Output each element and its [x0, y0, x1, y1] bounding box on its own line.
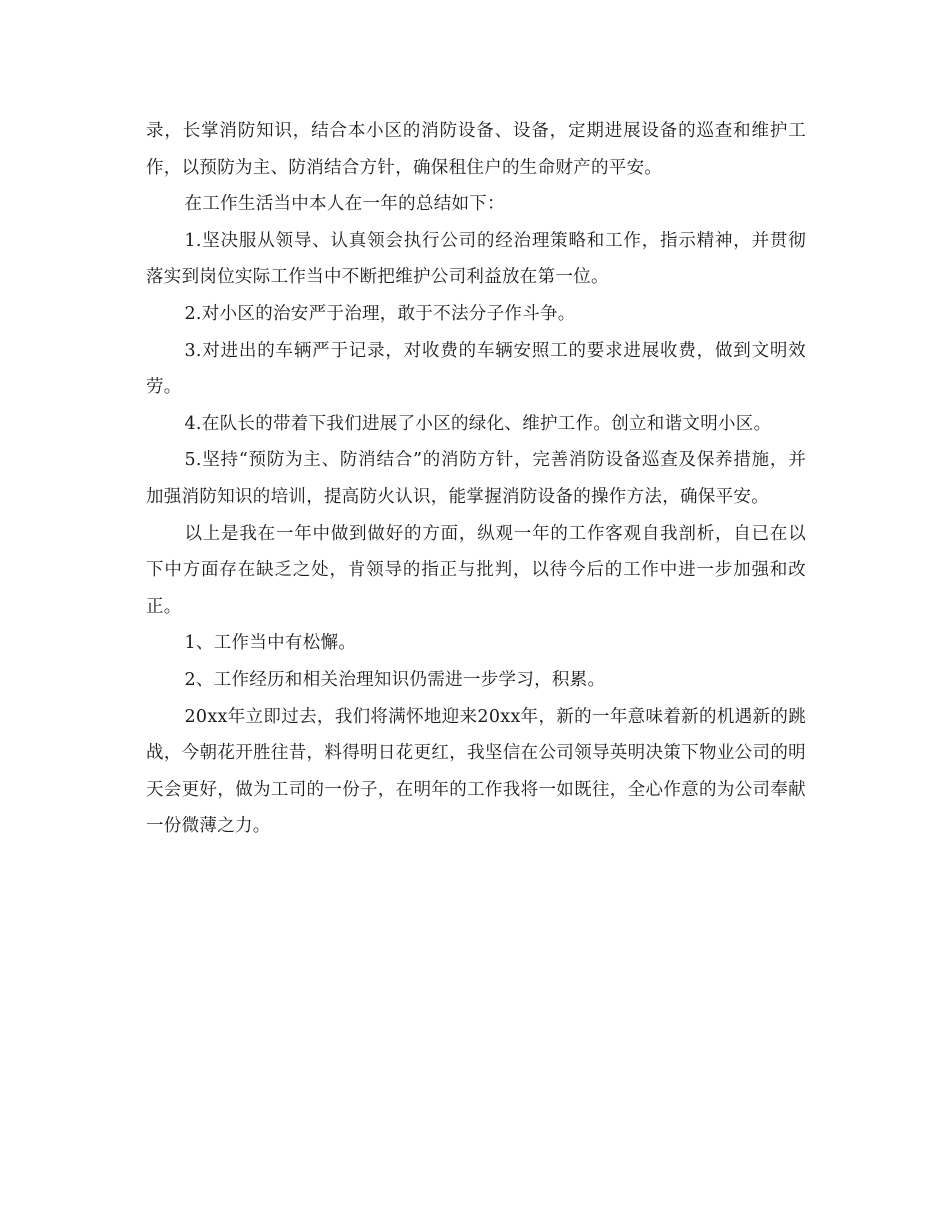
paragraph-7: 5.坚持“预防为主、防消结合”的消防方针，完善消防设备巡查及保养措施，并加强消防知识的培训，提高防火认识，能掌握消防设备的操作方法，确保平安。: [146, 450, 806, 507]
paragraph-1: 录，长掌消防知识，结合本小区的消防设备、设备，定期进展设备的巡查和维护工作，以预防为主、防消结合方针，确保租住户的生命财产的平安。: [146, 121, 806, 178]
paragraph-11: 20xx年立即过去，我们将满怀地迎来20xx年，新的一年意味着新的机遇新的跳战，今朝花开胜往昔，料得明日花更红，我坚信在公司领导英明决策下物业公司的明天会更好，做为工司的一份子，在明年的工作我将一如既往，全心作意的为公司奉献一份微薄之力。: [146, 706, 806, 837]
paragraph-5: 3.对进出的车辆严于记录，对收费的车辆安照工的要求进展收费，做到文明效劳。: [146, 340, 806, 398]
paragraph-9: 1、工作当中有松懈。: [184, 633, 357, 654]
paragraph-10: 2、工作经历和相关治理知识仍需进一步学习，积累。: [184, 669, 606, 690]
paragraph-8: 以上是我在一年中做到做好的方面，纵观一年的工作客观自我剖析，自已在以下中方面存在缺乏之处，肯领导的指正与批判，以待今后的工作中进一步加强和改正。: [146, 523, 806, 617]
paragraph-4: 2.对小区的治安严于治理，敢于不法分子作斗争。: [184, 303, 576, 324]
paragraph-6: 4.在队长的带着下我们进展了小区的绿化、维护工作。创立和谐文明小区。: [184, 413, 772, 434]
paragraph-2: 在工作生活当中本人在一年的总结如下：: [184, 194, 505, 215]
document-body: [146, 113, 806, 845]
paragraph-3: 1.坚决服从领导、认真领会执行公司的经治理策略和工作，指示精神，并贯彻落实到岗位实际工作当中不断把维护公司利益放在第一位。: [146, 230, 806, 288]
